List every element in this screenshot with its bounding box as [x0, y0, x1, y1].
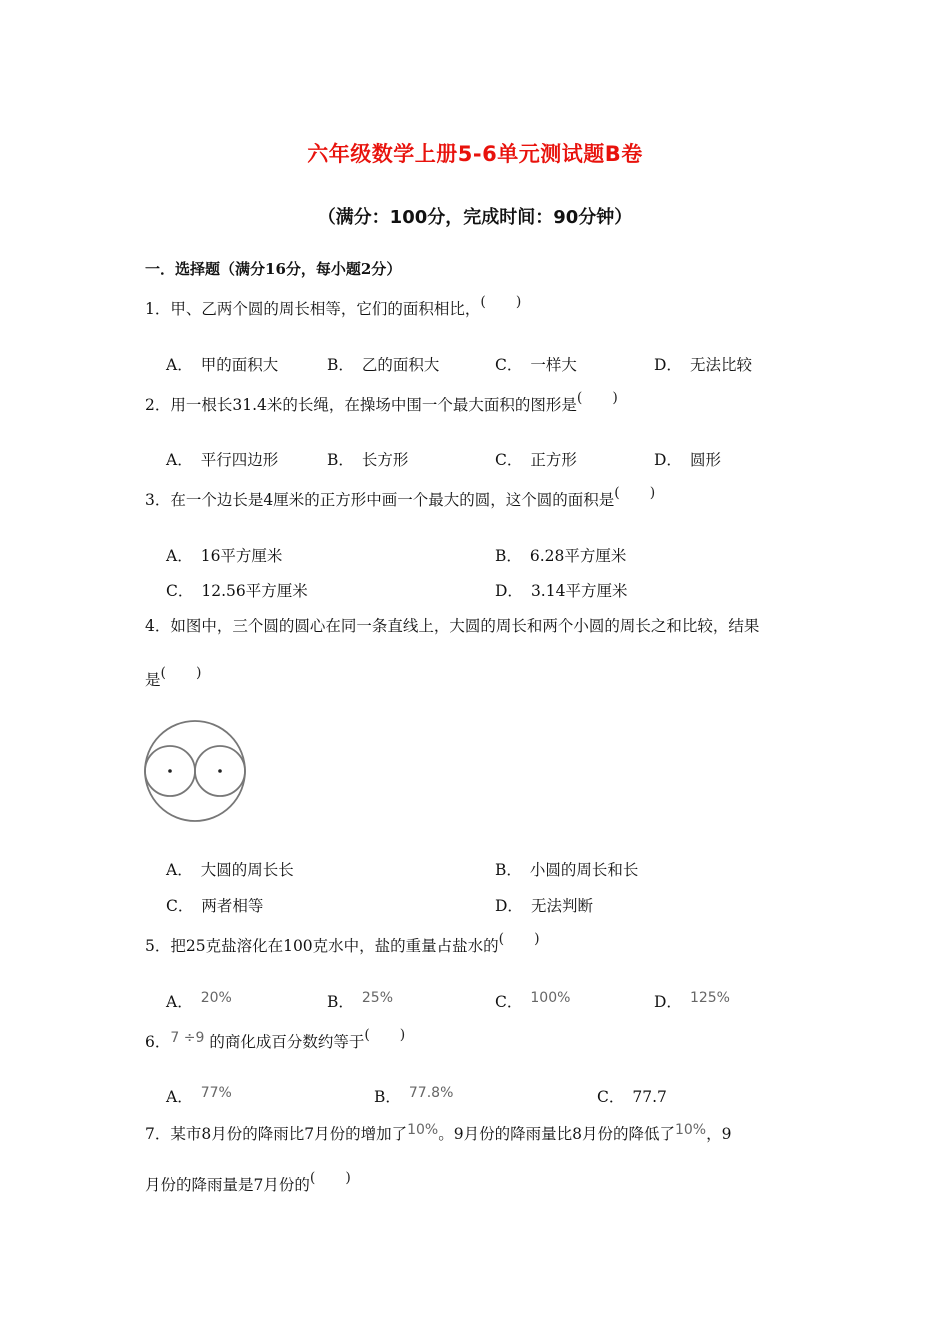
section-heading: 一．选择题（满分16分，每小题2分） [145, 260, 402, 278]
percent-value: 10% [407, 1122, 439, 1138]
question-text: 1．甲、乙两个圆的周长相等，它们的面积相比， [145, 300, 481, 318]
option: B． 乙的面积大 [327, 356, 440, 374]
option: B． 小圆的周长和长 [495, 861, 639, 879]
option: A． 大圆的周长长 [166, 861, 294, 879]
option: D． 无法比较 [654, 356, 752, 374]
option: A． 平行四边形 [166, 451, 279, 469]
question-6: 6．7 ÷9 的商化成百分数约等于( ) [145, 1027, 406, 1051]
option: C． 100% [495, 990, 571, 1011]
option: D． 3.14平方厘米 [495, 582, 628, 600]
option: A． 77% [166, 1085, 232, 1106]
option: C． 两者相等 [166, 897, 264, 915]
option: A． 20% [166, 990, 232, 1011]
question-5 [145, 931, 540, 956]
option: D． 无法判断 [495, 897, 593, 915]
question-text: 5．把25克盐溶化在100克水中，盐的重量占盐水的 [145, 937, 499, 955]
option: A． 甲的面积大 [166, 356, 279, 374]
option: B． 77.8% [374, 1085, 454, 1106]
option: C． 一样大 [495, 356, 577, 374]
option: C． 正方形 [495, 451, 577, 469]
question-4-line2: 是( ) [145, 665, 202, 689]
answer-blank: ( ) [160, 665, 202, 681]
question-text: 3．在一个边长是4厘米的正方形中画一个最大的圆，这个圆的面积是 [145, 491, 615, 509]
option: D． 圆形 [654, 451, 721, 469]
question-text: 4．如图中，三个圆的圆心在同一条直线上，大圆的周长和两个小圆的周长之和比较，结果 [145, 617, 760, 635]
answer-blank: ( ) [364, 1027, 406, 1043]
option: C． 77.7 [597, 1088, 667, 1106]
percent-value: 10% [674, 1122, 707, 1138]
option: B． 6.28平方厘米 [495, 547, 627, 565]
answer-blank: ( ) [614, 485, 656, 501]
question-7: 7．某市8月份的降雨比7月份的增加了10%。9月份的降雨量比8月份的降低了10%，9 [145, 1122, 732, 1143]
answer-blank: ( ) [480, 294, 522, 310]
question-text: 的商化成百分数约等于 [209, 1033, 365, 1051]
center-dot-left [168, 769, 172, 773]
question-1 [145, 294, 522, 319]
page-subtitle: （满分：100分，完成时间：90分钟） [317, 207, 633, 228]
question-2 [145, 390, 618, 415]
option: B． 25% [327, 990, 394, 1011]
question-4 [145, 614, 759, 636]
center-dot-right [218, 769, 222, 773]
answer-blank: ( ) [576, 390, 618, 406]
three-circles-figure [140, 716, 250, 826]
question-7-line2: 月份的降雨量是7月份的( ) [145, 1170, 351, 1194]
question-text: 2．用一根长31.4米的长绳，在操场中围一个最大面积的图形是 [145, 396, 577, 414]
option: A． 16平方厘米 [166, 547, 283, 565]
page-title: 六年级数学上册5-6单元测试题B卷 [307, 142, 643, 166]
option: B． 长方形 [327, 451, 409, 469]
answer-blank: ( ) [309, 1170, 351, 1186]
math-expression: 7 ÷9 [170, 1030, 205, 1046]
option: D． 125% [654, 990, 730, 1011]
option: C． 12.56平方厘米 [166, 582, 308, 600]
answer-blank: ( ) [498, 931, 540, 947]
question-3 [145, 485, 656, 510]
